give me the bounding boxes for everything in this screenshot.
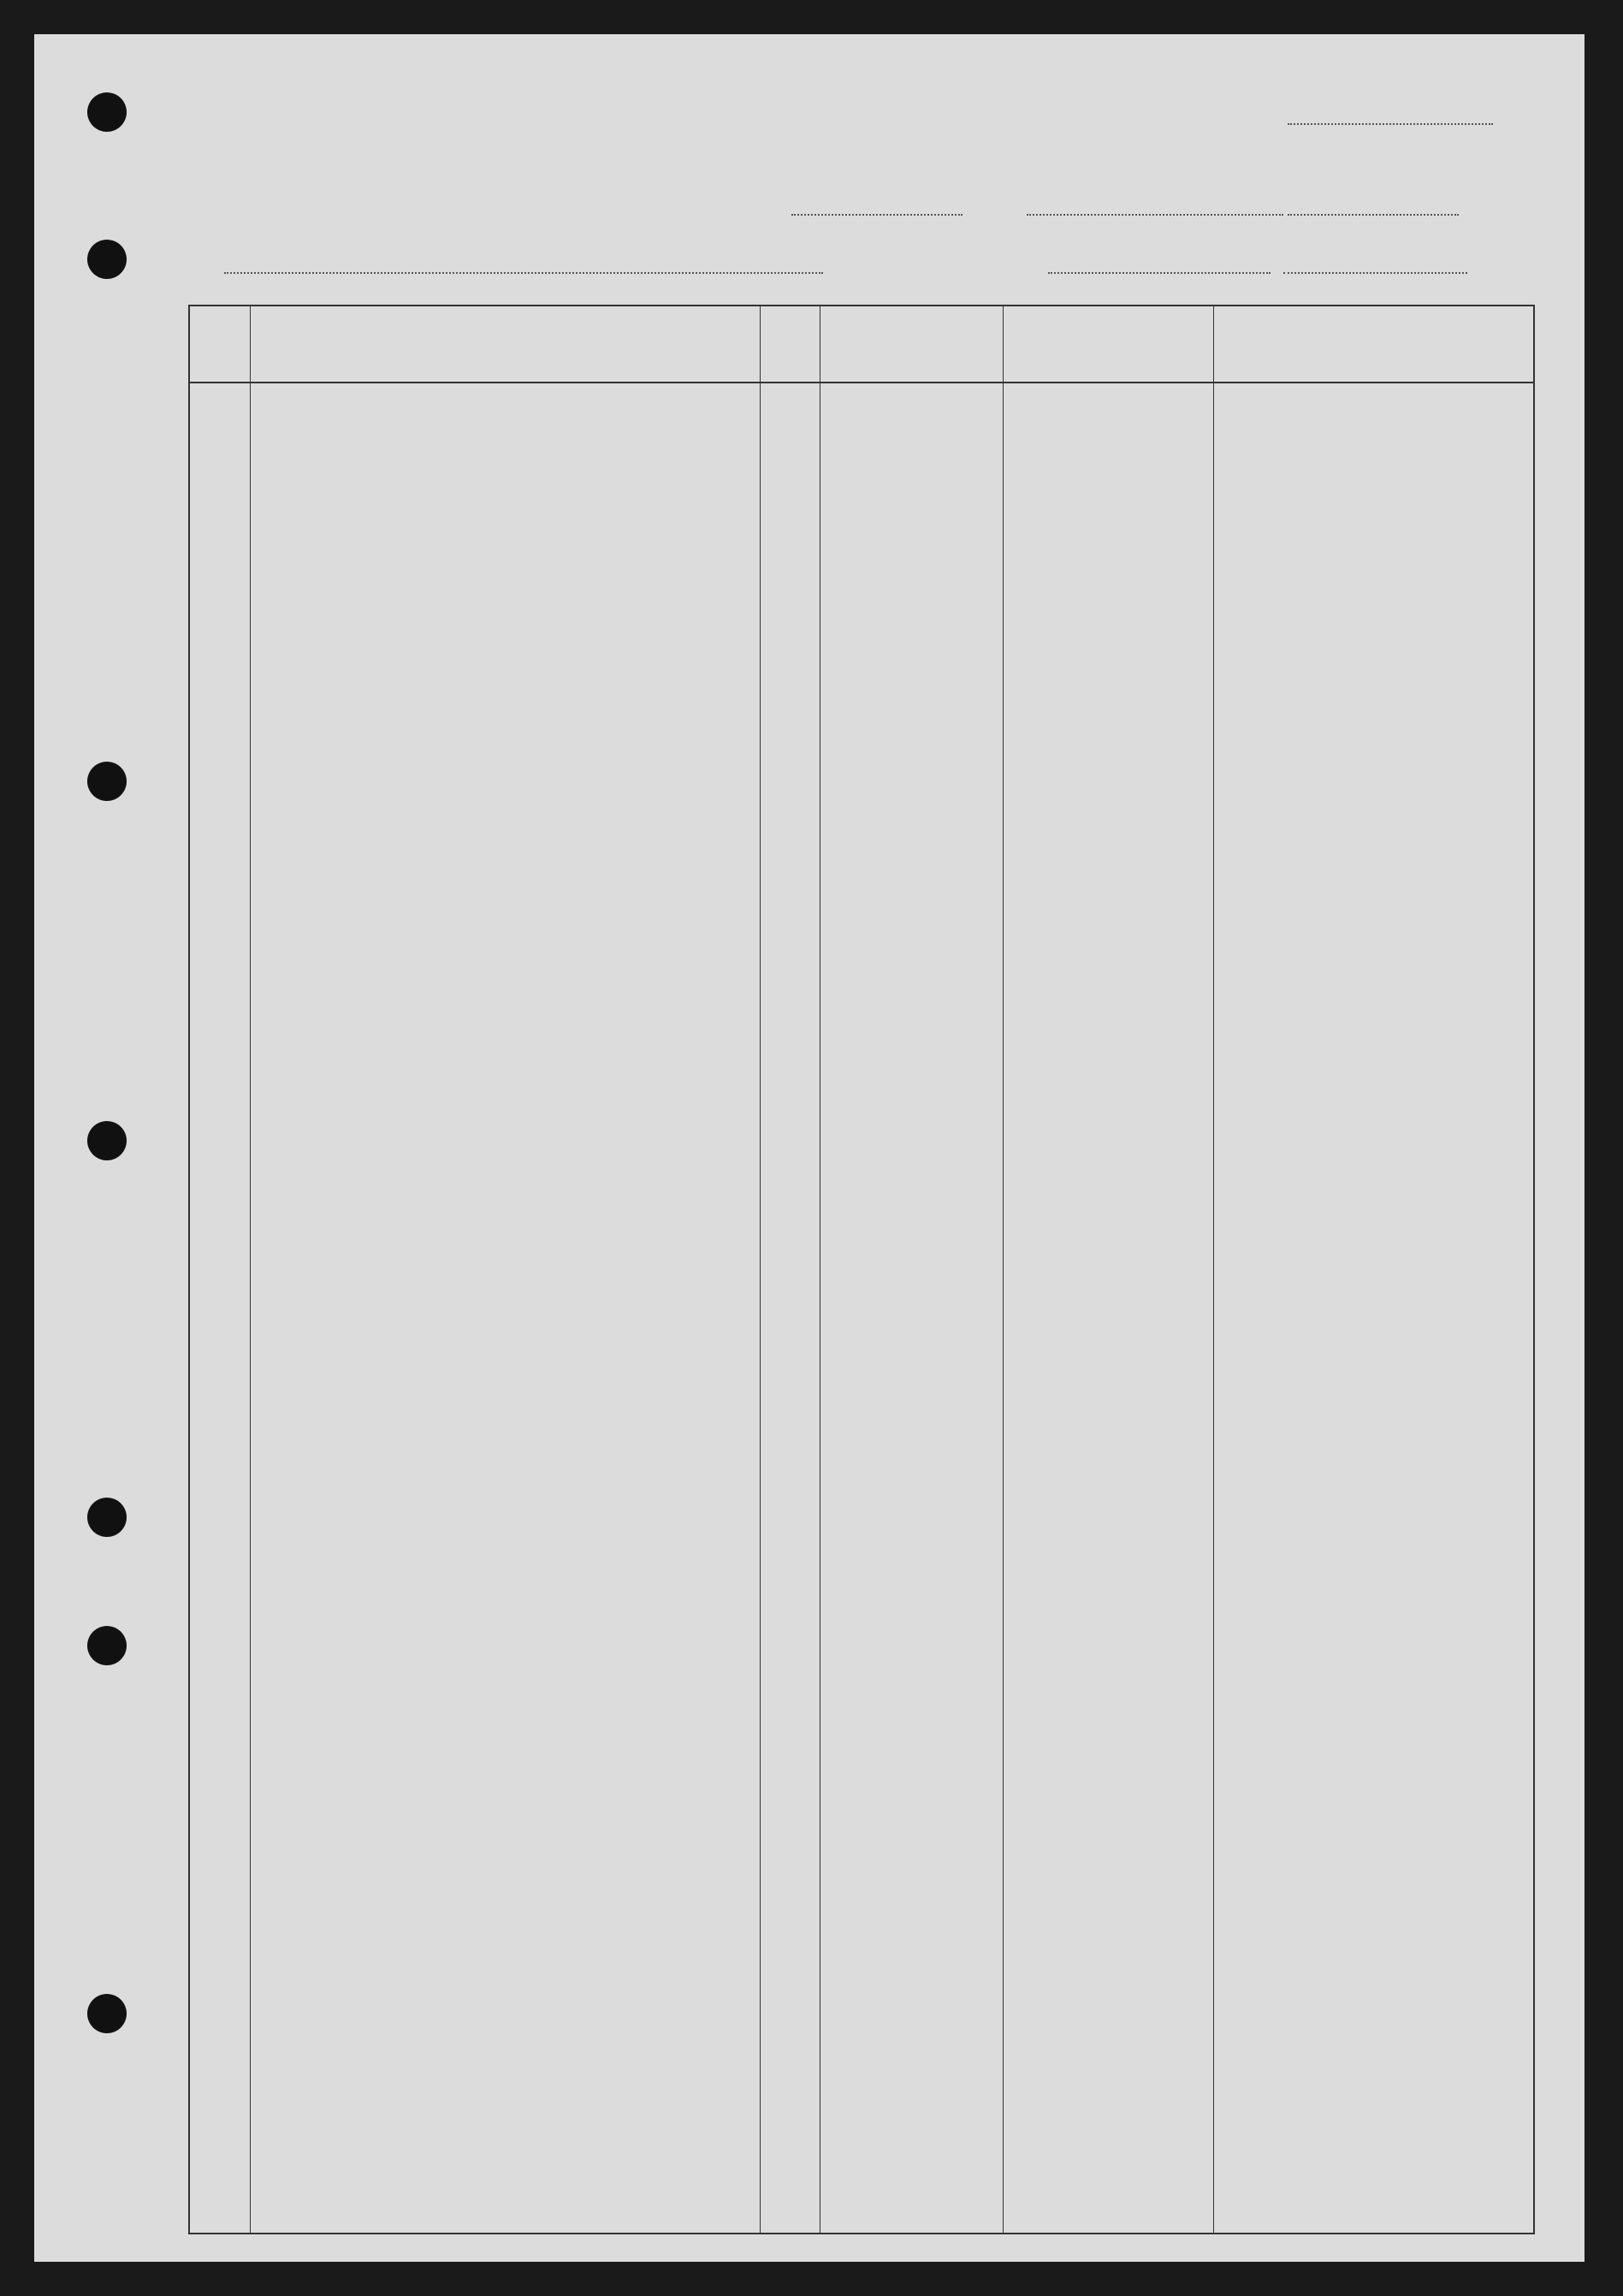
punch-hole: [87, 762, 127, 801]
arrival-port-line: [1048, 250, 1271, 274]
punch-hole: [87, 92, 127, 132]
col-divider: [1213, 305, 1214, 2234]
arrival-date-line: [1283, 250, 1467, 274]
class-line: [791, 192, 963, 216]
col-divider: [760, 305, 761, 2234]
vessel-line: [224, 250, 823, 274]
col-divider: [250, 305, 251, 2234]
punch-hole: [87, 1994, 127, 2033]
punch-hole: [87, 1626, 127, 1665]
from-line: [1027, 192, 1283, 216]
punch-hole: [87, 240, 127, 279]
punch-hole: [87, 1498, 127, 1537]
date-line: [1288, 192, 1459, 216]
punch-hole: [87, 1121, 127, 1160]
col-divider: [1003, 305, 1004, 2234]
list-no-line: [1288, 94, 1493, 125]
table-frame: [188, 305, 1535, 2234]
header-rule: [188, 382, 1535, 383]
